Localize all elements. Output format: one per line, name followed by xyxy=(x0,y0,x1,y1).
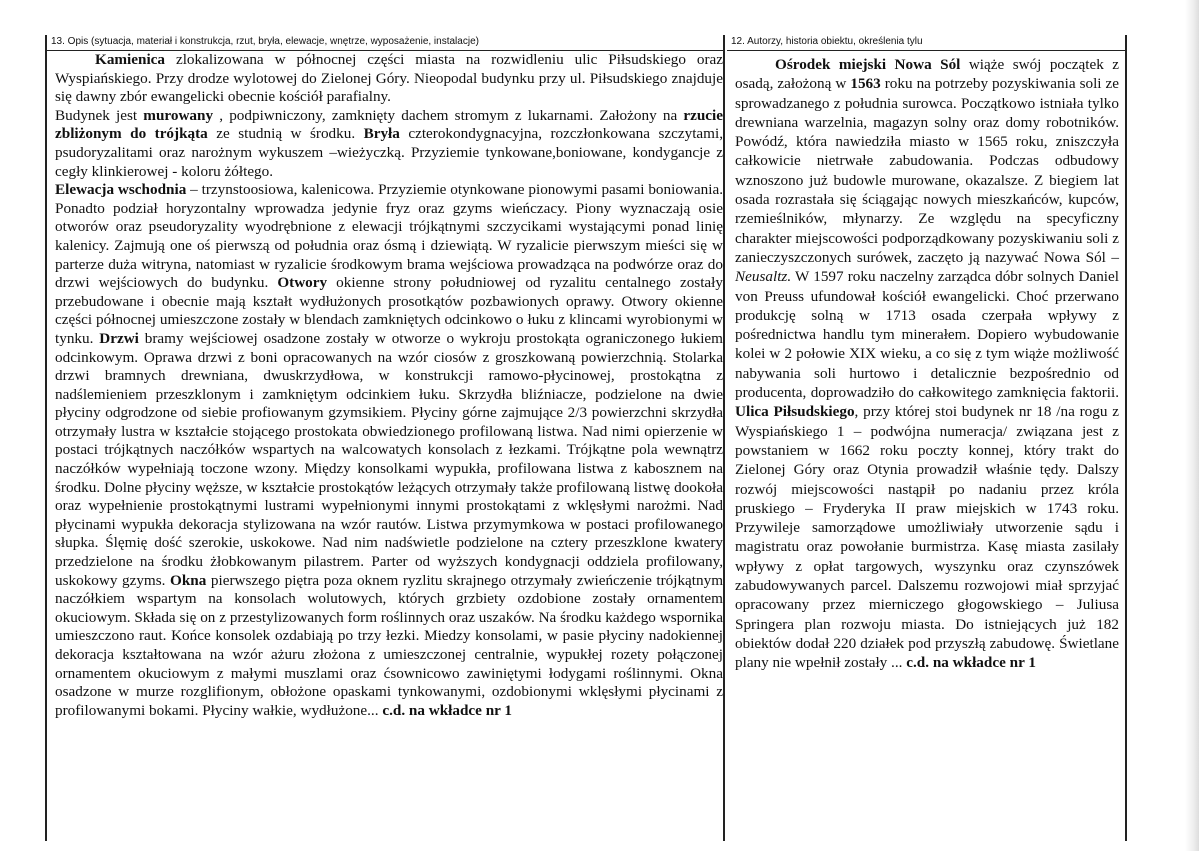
text-run: , przy której stoi budynek nr 18 /na rogu z Wyspiańskiego 1 – podwójna numeracja/ związana jest z powstaniem w 1662 roku poczty konnej, który trakt do Zielonej Góry oraz Otynia prowadził właśnie tędy. Dalszy rozwój miejscowości nastąpił po nadaniu przez króla pruskiego – Fryderyka II praw miejskich w 1743 roku. Przywileje samorządowe umożliwiały utworzenie sądu i magistratu oraz powołanie burmistrza. Kasę miasta zasilały wpływy z opłat targowych, wyszynku oraz czynszówek zabudowywanych parcel. Dalszemu rozwojowi miał sprzyjać opracowany przez mierniczego głogowskiego – Juliusa Springera plan rozwoju miasta. Do istniejących już 182 obiektów dodał 220 działek pod przyszłą zabudowę. Świetlane plany nie wpełnił zostały ... xyxy=(735,403,1119,672)
text-run: W 1597 roku naczelny zarządca dóbr solnych Daniel von Preuss ufundował kościół ewangelicki. Choć przerwano produkcję solną w 1713 osada czerpała wpływy z pośrednictwa handlu tym minerałem. Dopiero wybudowanie kolei w 2 połowie XIX wieku, a co się z tym wiąże możliwość nabywania soli hurtowo i detalicznie bezpośrednio od producenta, doprowadziło do całkowitego zamknięcia faktorii. xyxy=(735,268,1119,402)
scan-edge-shadow xyxy=(1185,0,1199,851)
bold-term: Bryła xyxy=(363,125,400,143)
paragraph-location xyxy=(55,51,723,107)
text-run: zlokalizowana w północnej części miasta na rozwidleniu ulic Piłsudskiego oraz Wyspiańskiego. Przy drodze wylotowej do Zielonej Góry. Nieopodal budynku przy ul. Piłsudskiego znajduje się dawny zbór ewangelicki obecnie kościół parafialny. xyxy=(55,51,723,106)
paragraph-history xyxy=(735,55,1119,673)
text-run: wiąże swój początek z osadą, założoną w xyxy=(735,56,1119,93)
bold-term: rzucie zbliżonym do trójkąta xyxy=(55,106,724,143)
history-header: 12. Autorzy, historia obiektu, określenia tylu xyxy=(727,35,1125,51)
italic-term: Neusaltz. xyxy=(735,268,792,286)
continued-note: c.d. na wkładce nr 1 xyxy=(906,654,1036,672)
text-run: okienne strony południowej od ryzalitu centalnego zostały przebudowane i obecnie mają kształt wydłużonych prosotkątów pozbawionych oprawy. Otwory okienne części północnej umieszczone zostały w blendach zamkniętych odcinkowo o łuku z klincami wyrobionymi w tynku. xyxy=(55,274,723,347)
paragraph-construction xyxy=(55,107,723,181)
bold-term: 1563 xyxy=(850,75,881,93)
description-header: 13. Opis (sytuacja, materiał i konstrukcja, rzut, bryła, elewacje, wnętrze, wyposażenie, instalacje) xyxy=(47,35,723,51)
description-section xyxy=(45,35,725,841)
bold-term: Ośrodek miejski Nowa Sól xyxy=(775,56,961,73)
text-run: roku na potrzeby pozyskiwania soli ze sprowadzanego z południa surowca. Początkowo istniała tylko drewniana warzelnia, magazyn solny oraz domy robotników. Powódź, która nawiedziła miasto w 1565 roku, zniszczyła całkowicie nietrwałe zabudowania. Podczas odbudowy wznoszono już budowle murowane, okazalsze. Z biegiem lat osada rozrastała się ściągając nowych mieszkańców, kupców, rzemieślników, młynarzy. Ze względu na specyficzny charakter miejscowości podporządkowany pozyskiwaniu soli z zanieczyszczonych surówek, zaczęto ją nazywać Nowa Sól – xyxy=(735,75,1120,266)
bold-term: Ulica Piłsudskiego xyxy=(735,403,855,421)
bold-term: Kamienica xyxy=(95,51,166,68)
paragraph-east-elevation xyxy=(55,181,723,720)
continued-note: c.d. na wkładce nr 1 xyxy=(382,701,513,719)
text-run: pierwszego piętra poza oknem ryzlitu skrajnego otrzymały zwieńczenie trójkątnym naczółkiem wspartym na konsolach wolutowych, których grzbiety ozdobione zostały ornamentem okuciowym. Składa się on z przestylizowanych form roślinnych oraz uszaków. Na środku każdego wspornika umieszczono raut. Końce konsolek ozdabiają po trzy łezki. Miedzy konsolami, w pasie płyciny nadokiennej dekoracja kształtowana na wzór ażuru złożona z umieszczonej centralnie, wypukłej rozety połączonej ornamentem okuciowym z małymi muszlami oraz ćsownicowo zawiniętymi łodygami roślinnymi. Okna osadzone w murze rozglifionym, obłożone opaskami tynkowanymi, ozdobionymi wklęsłymi płycinami z profilowanymi bokami. Płyciny wałkie, wydłużone... xyxy=(55,571,724,719)
text-run: czterokondygnacyjna, rozczłonkowana szczytami, psudoryzalitami oraz narożnym wykuszem –wieżyczką. Przyziemie tynkowane,boniowane, kondygancje z cegły klinkierowej - koloru żółtego. xyxy=(55,125,723,180)
history-text xyxy=(735,55,1119,673)
history-section xyxy=(727,35,1127,841)
bold-term: Elewacja wschodnia xyxy=(55,181,187,199)
bold-term: Otwory xyxy=(277,274,328,292)
bold-term: Okna xyxy=(170,571,207,589)
text-run: Budynek jest xyxy=(55,106,144,124)
text-run: bramy wejściowej osadzone zostały w otworze o wykroju prostokąta ograniczonego łukiem odcinkowym. Oprawa drzwi z boni opracowanych na wzór ciosów z groszkowaną powierzchnią. Stolarka drzwi bramnych drewniana, dwuskrzydłowa, w konstrukcji ramowo-płycinowej, prostokątna z nadślemieniem przeszklonym i zamkniętym odcinkiem łuku. Skrzydła bliźniacze, podzielone na dwie płyciny odgrodzone od siebie profiowanym gzymsikiem. Płyciny górne zajmujące 2/3 powierzchni skrzydła otrzymały lustra w kształcie stojącego prostokata obwiedzionego profilowaną listwa. Nad nimi opierzenie w postaci trójkątnych naczółków wspartych na walcowatych konsolach z łezkami. Trójkątne pola wewnątrz naczółków wypełniają toczone wzony. Między konsolkami wypukła, profilowana listwa z kabosznem na środku. Dolne płyciny węższe, w kształcie prostokątów leżących otrzymały także profilowaną listwę dookoła oraz wypełnienie prostokątnymi lustrami wypełnionymi innymi prostokątami z wklęsłymi narożmi. Nad płycinami wypukła dekoracja stylizowana na wzór rautów. Listwa przymymkowa w postaci profilowanego słupka. Ślęmię dość szerokie, uskokowe. Nad nim nadświetle podzielone na cztery przeszklone kwatery przedzielone na środku żłobkowanym pilastrem. Parter od wyższych kondygnacji oddziela profilowany, uskokowy gzyms. xyxy=(55,329,723,589)
text-run: – trzynstoosiowa, kalenicowa. Przyziemie otynkowane pionowymi pasami boniowania. Ponadto podział horyzontalny wprowadza jedynie fryz oraz gzyms wieńczacy. Piony wyznaczają osie otworów oraz pseudoryzality wyodrębnione z elewacji trójkątnymi szczycikami wystającymi ponad linię kalenicy. Zajmują one oś pierwszą od południa oraz ósmą i dziewiątą. W ryzalicie pierwszym mieści się w parterze duża witryna, natomiast w ryzalicie środkowym brama wejściowa prowadząca na podwórze oraz do drzwi wejściowych do budynku. xyxy=(55,181,723,292)
text-run: ze studnią w środku. xyxy=(207,125,364,143)
bold-term: murowany xyxy=(143,106,214,124)
text-run: , podpiwniczony, zamknięty dachem stromym z lukarnami. Założony na xyxy=(213,106,684,124)
bold-term: Drzwi xyxy=(99,329,139,347)
description-text xyxy=(55,51,723,720)
